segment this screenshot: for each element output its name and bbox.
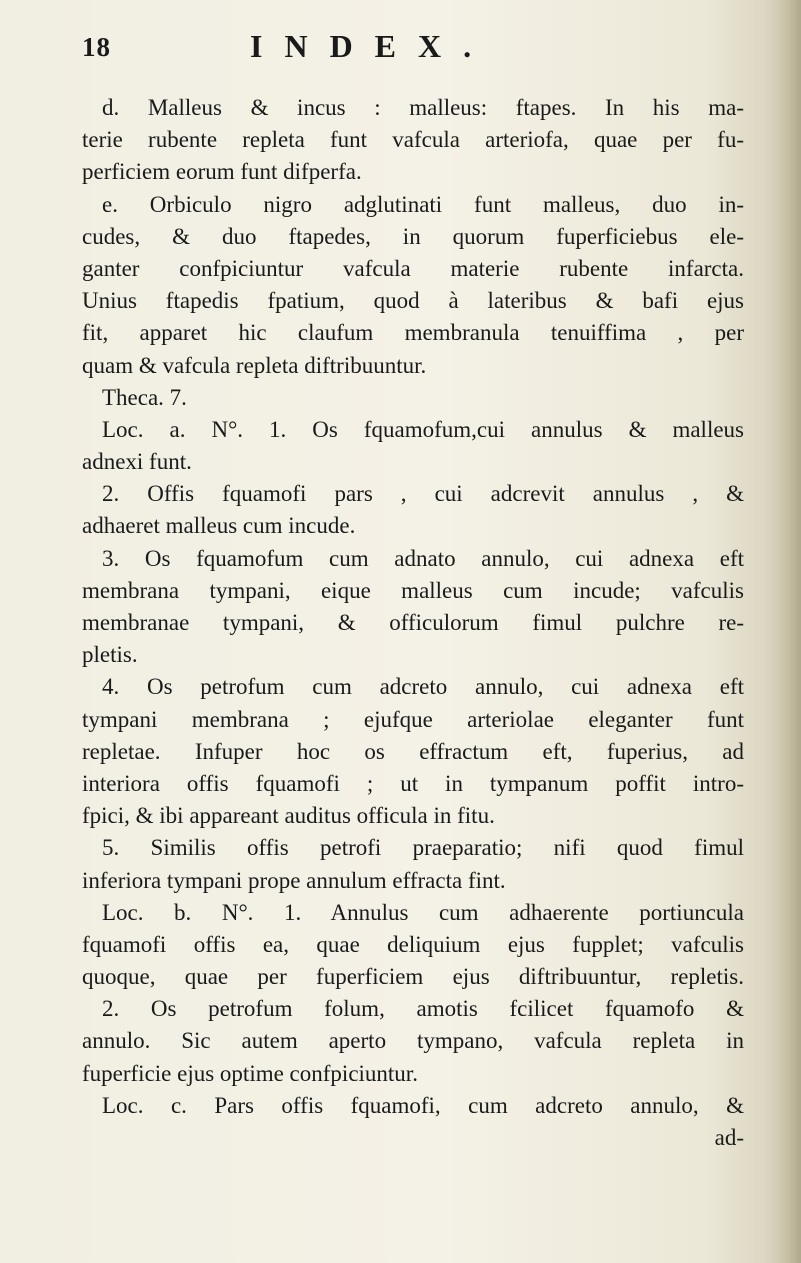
text-line: tympani membrana ; ejufque arteriolae eleganter funt (82, 706, 744, 732)
text-line: annulo. Sic autem aperto tympano, vafcula repleta in (82, 1028, 744, 1054)
text-line: Loc. b. N°. 1. Annulus cum adhaerente portiuncula (102, 899, 744, 925)
text-line: adhaeret malleus cum incude. (82, 513, 356, 539)
text-line: 2. Os petrofum folum, amotis fcilicet fquamofo & (102, 996, 744, 1022)
text-line: pletis. (82, 642, 138, 668)
text-line: fuperficie ejus optime confpiciuntur. (82, 1060, 418, 1086)
text-line: cudes, & duo ftapedes, in quorum fuperficiebus ele- (82, 223, 744, 249)
text-line: terie rubente repleta funt vafcula arteriofa, quae per fu- (82, 127, 744, 153)
text-line: ad- (714, 1125, 744, 1150)
body-text (82, 92, 744, 1154)
page-number: 18 (82, 32, 111, 62)
text-line: repletae. Infuper hoc os effractum eft, fuperius, ad (82, 738, 744, 764)
text-line: Theca. 7. (102, 384, 187, 410)
text-line: membranae tympani, & officulorum fimul pulchre re- (82, 610, 744, 635)
text-line: perficiem eorum funt difperfa. (82, 159, 362, 185)
text-line: d. Malleus & incus : malleus: ftapes. In his ma- (102, 95, 744, 120)
running-title: INDEX. (250, 28, 494, 64)
text-line: ganter confpiciuntur vafcula materie rubente infarcta. (82, 255, 744, 281)
text-line: 4. Os petrofum cum adcreto annulo, cui adnexa eft (102, 674, 744, 700)
text-line: membrana tympani, eique malleus cum incude; vafculis (82, 577, 744, 603)
text-line: fpici, & ibi appareant auditus officula in fitu. (82, 803, 495, 829)
text-line: interiora offis fquamofi ; ut in tympanum poffit intro- (82, 770, 744, 796)
text-line: 3. Os fquamofum cum adnato annulo, cui adnexa eft (102, 545, 744, 571)
text-line: Loc. c. Pars offis fquamofi, cum adcreto annulo, & (102, 1092, 744, 1118)
page-header (82, 24, 602, 64)
page-edge-shadow (765, 0, 801, 1263)
text-line: adnexi funt. (82, 449, 192, 475)
text-line: quoque, quae per fuperficiem ejus diftribuuntur, repletis. (82, 964, 744, 990)
text-line: fquamofi offis ea, quae deliquium ejus fupplet; vafculis (82, 931, 744, 957)
text-line: fit, apparet hic claufum membranula tenuiffima , per (82, 320, 744, 346)
text-line: Unius ftapedis fpatium, quod à lateribus & bafi ejus (82, 288, 744, 314)
text-line: Loc. a. N°. 1. Os fquamofum,cui annulus & malleus (102, 416, 744, 442)
text-line: quam & vafcula repleta diftribuuntur. (82, 352, 427, 378)
text-line: 2. Offis fquamofi pars , cui adcrevit annulus , & (102, 481, 744, 507)
text-line: inferiora tympani prope annulum effracta fint. (82, 867, 506, 893)
text-line: e. Orbiculo nigro adglutinati funt malleus, duo in- (102, 191, 744, 217)
text-line: 5. Similis offis petrofi praeparatio; nifi quod fimul (102, 835, 744, 861)
